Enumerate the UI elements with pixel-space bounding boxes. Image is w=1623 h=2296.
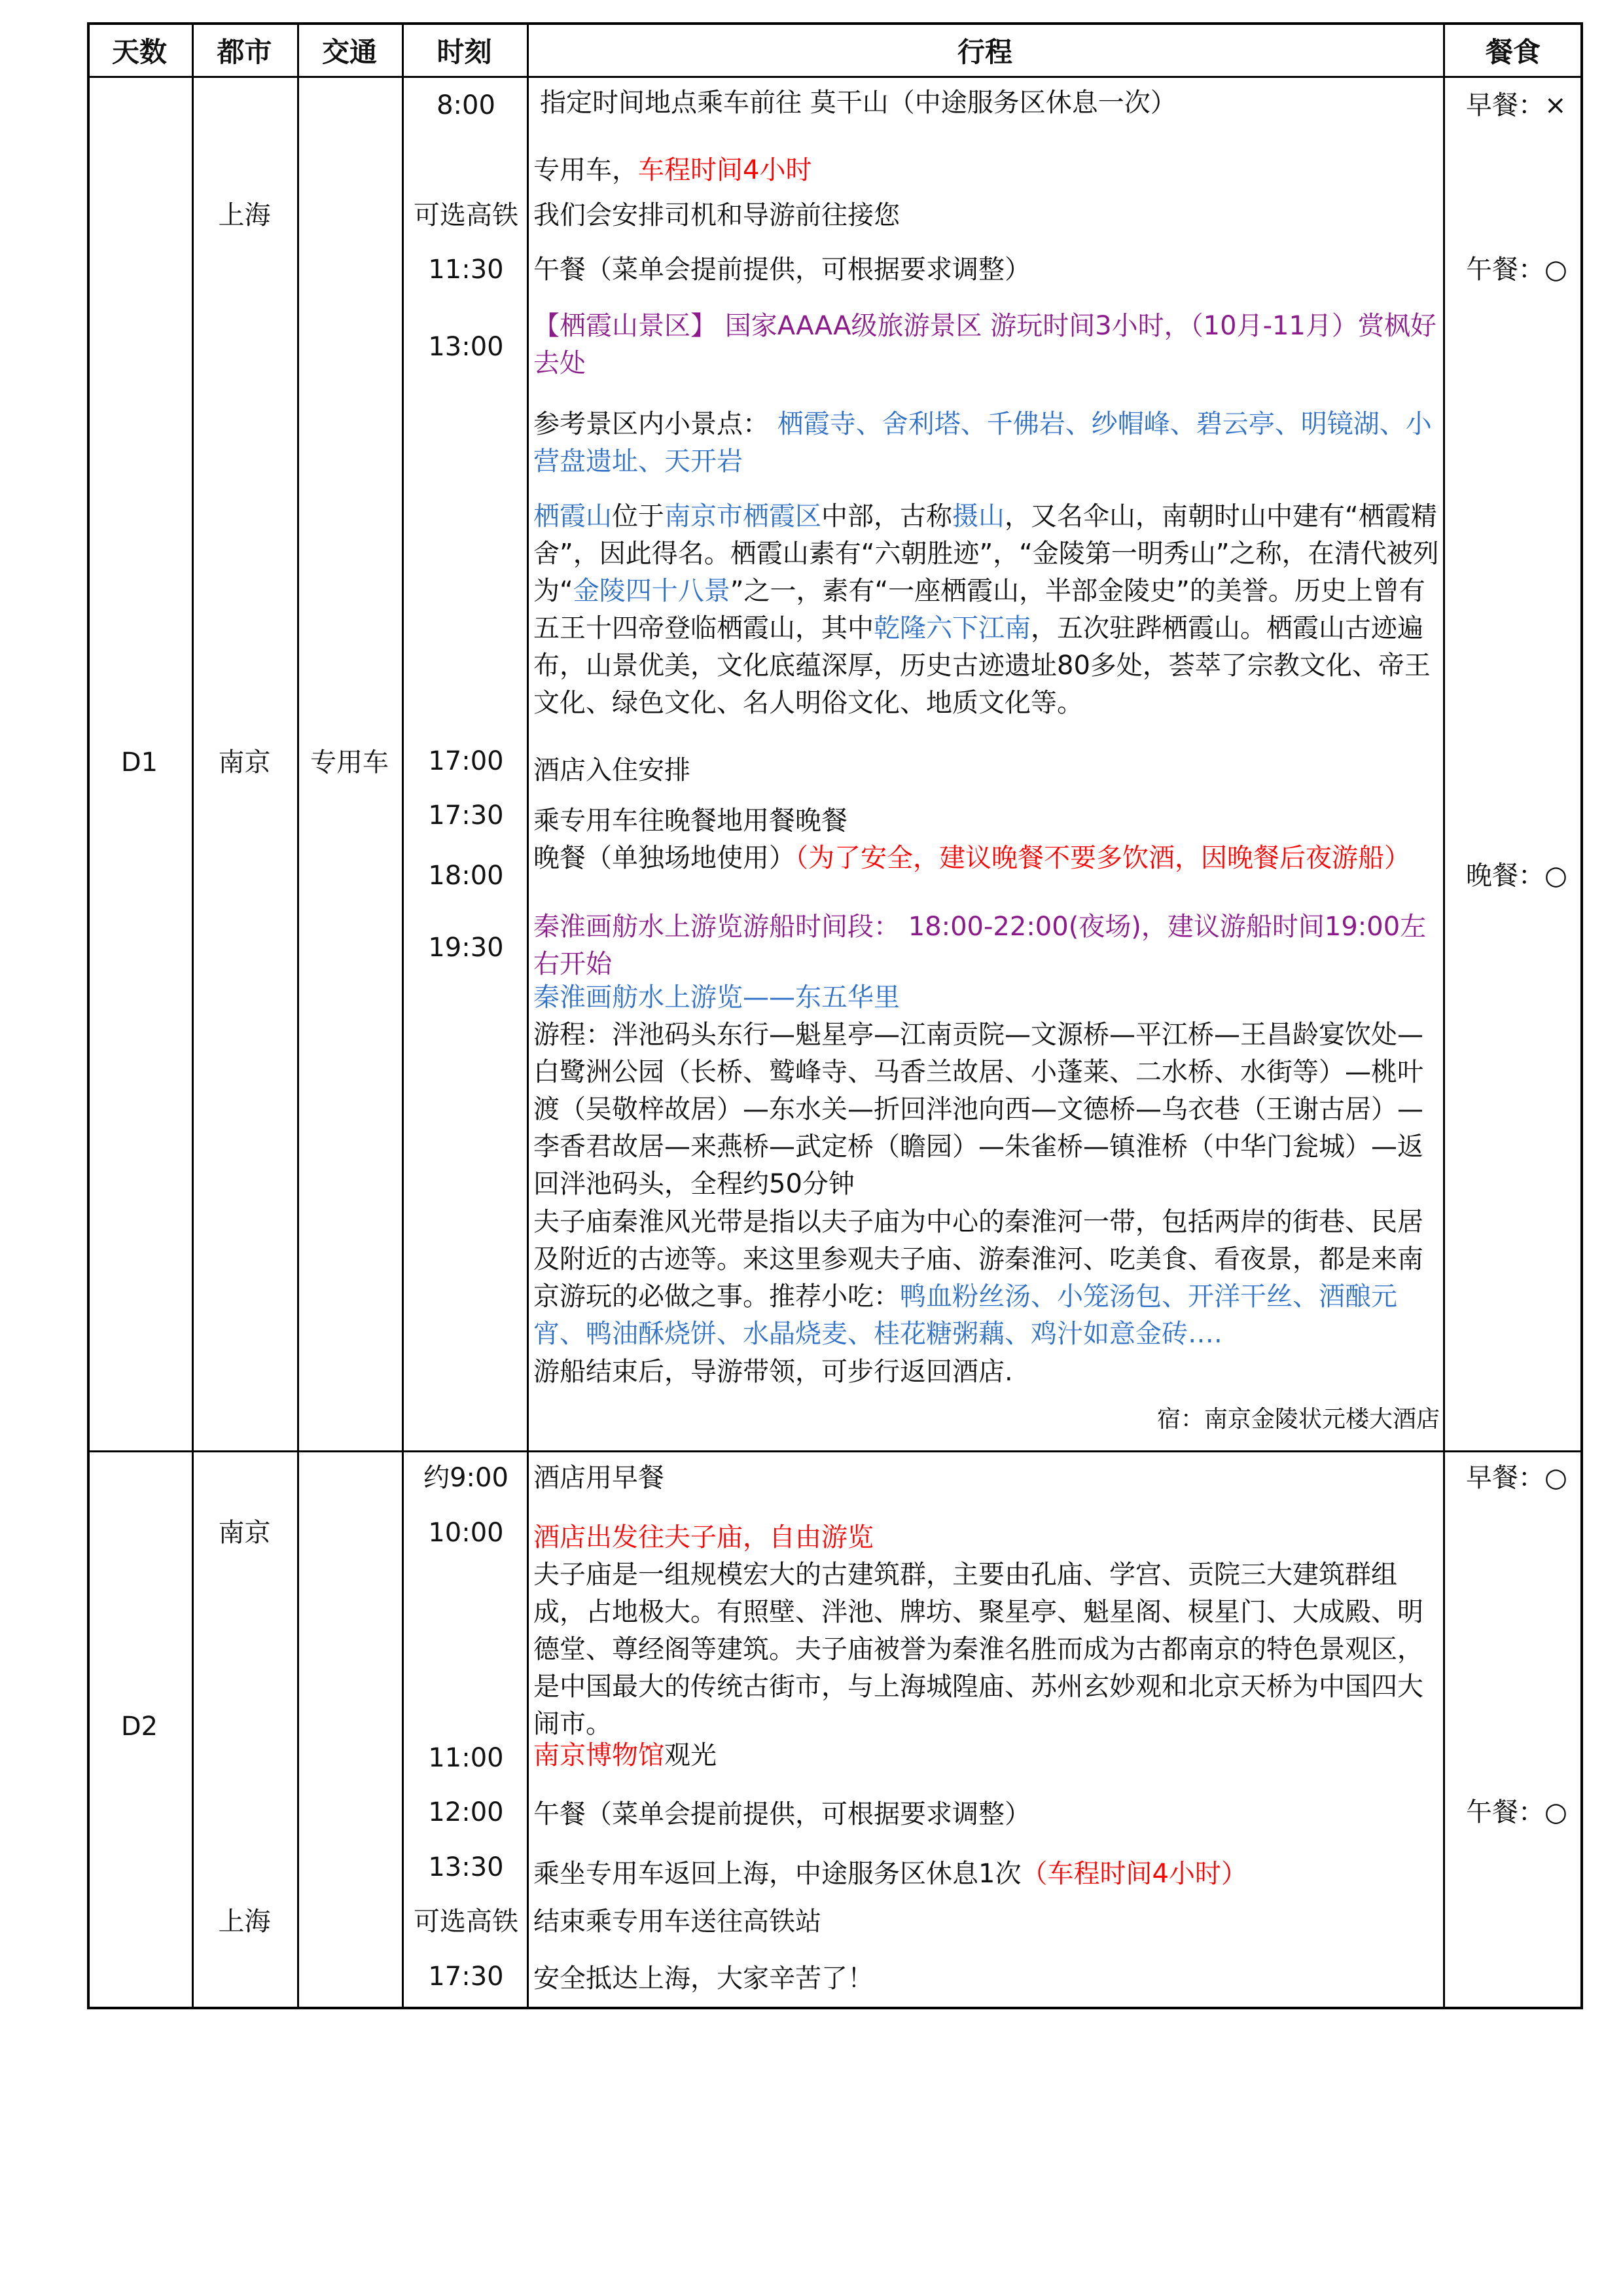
- depart-fuzimiao: 酒店出发往夫子庙，自由游览: [533, 1522, 874, 1552]
- dinner-transfer: 乘专用车往晚餐地用餐晚餐: [533, 806, 847, 836]
- lunch-line: 午餐（菜单会提前提供，可根据要求调整）: [533, 255, 1031, 285]
- return-line: 乘坐专用车返回上海，中途服务区休息1次（车程时间4小时）: [533, 1859, 1247, 1889]
- time-slot: 约9:00: [423, 1463, 508, 1493]
- header-time: 时刻: [437, 36, 492, 68]
- time-slot: 12:00: [428, 1797, 504, 1827]
- breakfast-line: 酒店用早餐: [533, 1463, 664, 1493]
- fuzimiao-description: 夫子庙是一组规模宏大的古建筑群，主要由孔庙、学宫、贡院三大建筑群组成，占地极大。有照壁、泮池、牌坊、聚星亭、魁星阁、棂星门、大成殿、明德堂、尊经阁等建筑。夫子庙被誉为秦淮名胜而成为古都南京的特色景观区，是中国最大的传统古街市，与上海城隍庙、苏州玄妙观和北京天桥为中国四大闹市。: [533, 1560, 1423, 1739]
- time-slot: 13:00: [428, 332, 504, 362]
- col-divider: [297, 22, 299, 2009]
- col-divider: [1443, 22, 1445, 2009]
- time-slot: 19:30: [428, 933, 504, 963]
- qixia-description: 栖霞山位于南京市栖霞区中部，古称摄山，又名伞山，南朝时山中建有“栖霞精舍”，因此得名。栖霞山素有“六朝胜迹”，“金陵第一明秀山”之称，在清代被列为“金陵四十八景”之一，素有“一座栖霞山，半部金陵史”的美誉。历史上曾有五王十四帝登临栖霞山，其中乾隆六下江南，五次驻跸栖霞山。栖霞山古迹遍布，山景优美，文化底蕴深厚，历史古迹遗址80多处，荟萃了宗教文化、帝王文化、绿色文化、名人明俗文化、地质文化等。: [533, 501, 1439, 718]
- city-main: 南京: [218, 747, 271, 778]
- boat-route: 游程：泮池码头东行—魁星亭—江南贡院—文源桥—平江桥—王昌龄宴饮处—白鹭洲公园（长桥、鹫峰寺、马香兰故居、小蓬莱、二水桥、水街等）—桃叶渡（吴敬梓故居）—东水关—折回泮池向西—文德桥—乌衣巷（王谢古居）—李香君故居—来燕桥—武定桥（瞻园）—朱雀桥—镇淮桥（中华门瓮城）—返回泮池码头，全程约50分钟: [533, 1020, 1423, 1199]
- meal-breakfast: 早餐：○: [1466, 1463, 1567, 1493]
- day-label: D2: [120, 1712, 158, 1742]
- time-slot: 可选高铁: [414, 200, 518, 230]
- arrive-line: 安全抵达上海，大家辛苦了！: [533, 1964, 874, 1994]
- spots-list: 栖霞寺、舍利塔、千佛岩、纱帽峰、碧云亭、明镜湖、小营盘遗址、天开岩: [533, 409, 1432, 476]
- header-meals: 餐食: [1485, 36, 1541, 68]
- city-end: 上海: [218, 1907, 271, 1937]
- header-day: 天数: [111, 36, 167, 68]
- time-slot: 18:00: [428, 861, 504, 891]
- time-slot: 8:00: [437, 90, 495, 120]
- meal-lunch: 午餐：○: [1466, 1797, 1567, 1827]
- lodging: 宿：南京金陵状元楼大酒店: [1156, 1406, 1440, 1433]
- header-itinerary: 行程: [957, 36, 1012, 68]
- time-slot: 17:00: [428, 746, 504, 776]
- col-divider: [192, 22, 194, 2009]
- return-hotel: 游船结束后，导游带领，可步行返回酒店.: [533, 1357, 1013, 1387]
- snacks-list: 鸭血粉丝汤、小笼汤包、开洋干丝、酒酿元宵、鸭油酥烧饼、水晶烧麦、桂花糖粥藕、鸡汁如意金砖….: [533, 1282, 1397, 1349]
- return-duration: （车程时间4小时）: [1021, 1859, 1247, 1889]
- transport-label: 专用车: [310, 747, 389, 778]
- day-label: D1: [120, 747, 158, 778]
- pickup-line: 我们会安排司机和导游前往接您: [533, 200, 900, 230]
- time-slot: 17:30: [428, 1962, 504, 1992]
- header-city: 都市: [217, 36, 272, 68]
- depart-line: 指定时间地点乘车前往 莫干山（中途服务区休息一次）: [540, 88, 1177, 118]
- city-start: 南京: [218, 1518, 271, 1548]
- train-line: 结束乘专用车送往高铁站: [533, 1907, 821, 1937]
- dinner-line: 晚餐（单独场地使用）（为了安全，建议晚餐不要多饮酒，因晚餐后夜游船）: [533, 843, 1410, 873]
- car-duration: 车程时间4小时: [638, 155, 812, 185]
- spots-line: 参考景区内小景点： 栖霞寺、舍利塔、千佛岩、纱帽峰、碧云亭、明镜湖、小营盘遗址、天开岩: [533, 409, 1432, 476]
- time-slot: 11:30: [428, 255, 504, 285]
- hotel-checkin: 酒店入住安排: [533, 755, 690, 785]
- fuzimiao-intro: 夫子庙秦淮风光带是指以夫子庙为中心的秦淮河一带，包括两岸的街巷、民居及附近的古迹等。来这里参观夫子庙、游秦淮河、吃美食、看夜景，都是来南京游玩的必做之事。推荐小吃：鸭血粉丝汤、小笼汤包、开洋干丝、酒酿元宵、鸭油酥烧饼、水晶烧麦、桂花糖粥藕、鸡汁如意金砖….: [533, 1207, 1423, 1349]
- dinner-warning: （为了安全，建议晚餐不要多饮酒，因晚餐后夜游船）: [795, 843, 1410, 873]
- boat-time: 秦淮画舫水上游览游船时间段： 18:00-22:00(夜场)，建议游船时间19:00左右开始: [533, 912, 1427, 979]
- car-line: 专用车，车程时间4小时: [533, 155, 812, 185]
- meal-breakfast: 早餐：×: [1466, 90, 1567, 120]
- header-transport: 交通: [321, 36, 377, 68]
- museum-line: 南京博物馆观光: [533, 1740, 717, 1770]
- meal-dinner: 晚餐：○: [1466, 861, 1567, 891]
- day-divider: [87, 1450, 1583, 1452]
- boat-title: 秦淮画舫水上游览——东五华里: [533, 982, 900, 1013]
- col-divider: [402, 22, 404, 2009]
- time-slot: 10:00: [428, 1518, 504, 1548]
- qixia-title: 【栖霞山景区】 国家AAAA级旅游景区 游玩时间3小时，（10月-11月）赏枫好去处: [533, 311, 1436, 378]
- meal-lunch: 午餐：○: [1466, 255, 1567, 285]
- time-slot: 17:30: [428, 800, 504, 831]
- time-slot: 可选高铁: [414, 1907, 518, 1937]
- time-slot: 11:00: [428, 1743, 504, 1773]
- museum-name: 南京博物馆: [533, 1740, 664, 1770]
- lunch-line: 午餐（菜单会提前提供，可根据要求调整）: [533, 1799, 1031, 1829]
- time-slot: 13:30: [428, 1852, 504, 1882]
- col-divider: [527, 22, 529, 2009]
- city-start: 上海: [218, 200, 271, 230]
